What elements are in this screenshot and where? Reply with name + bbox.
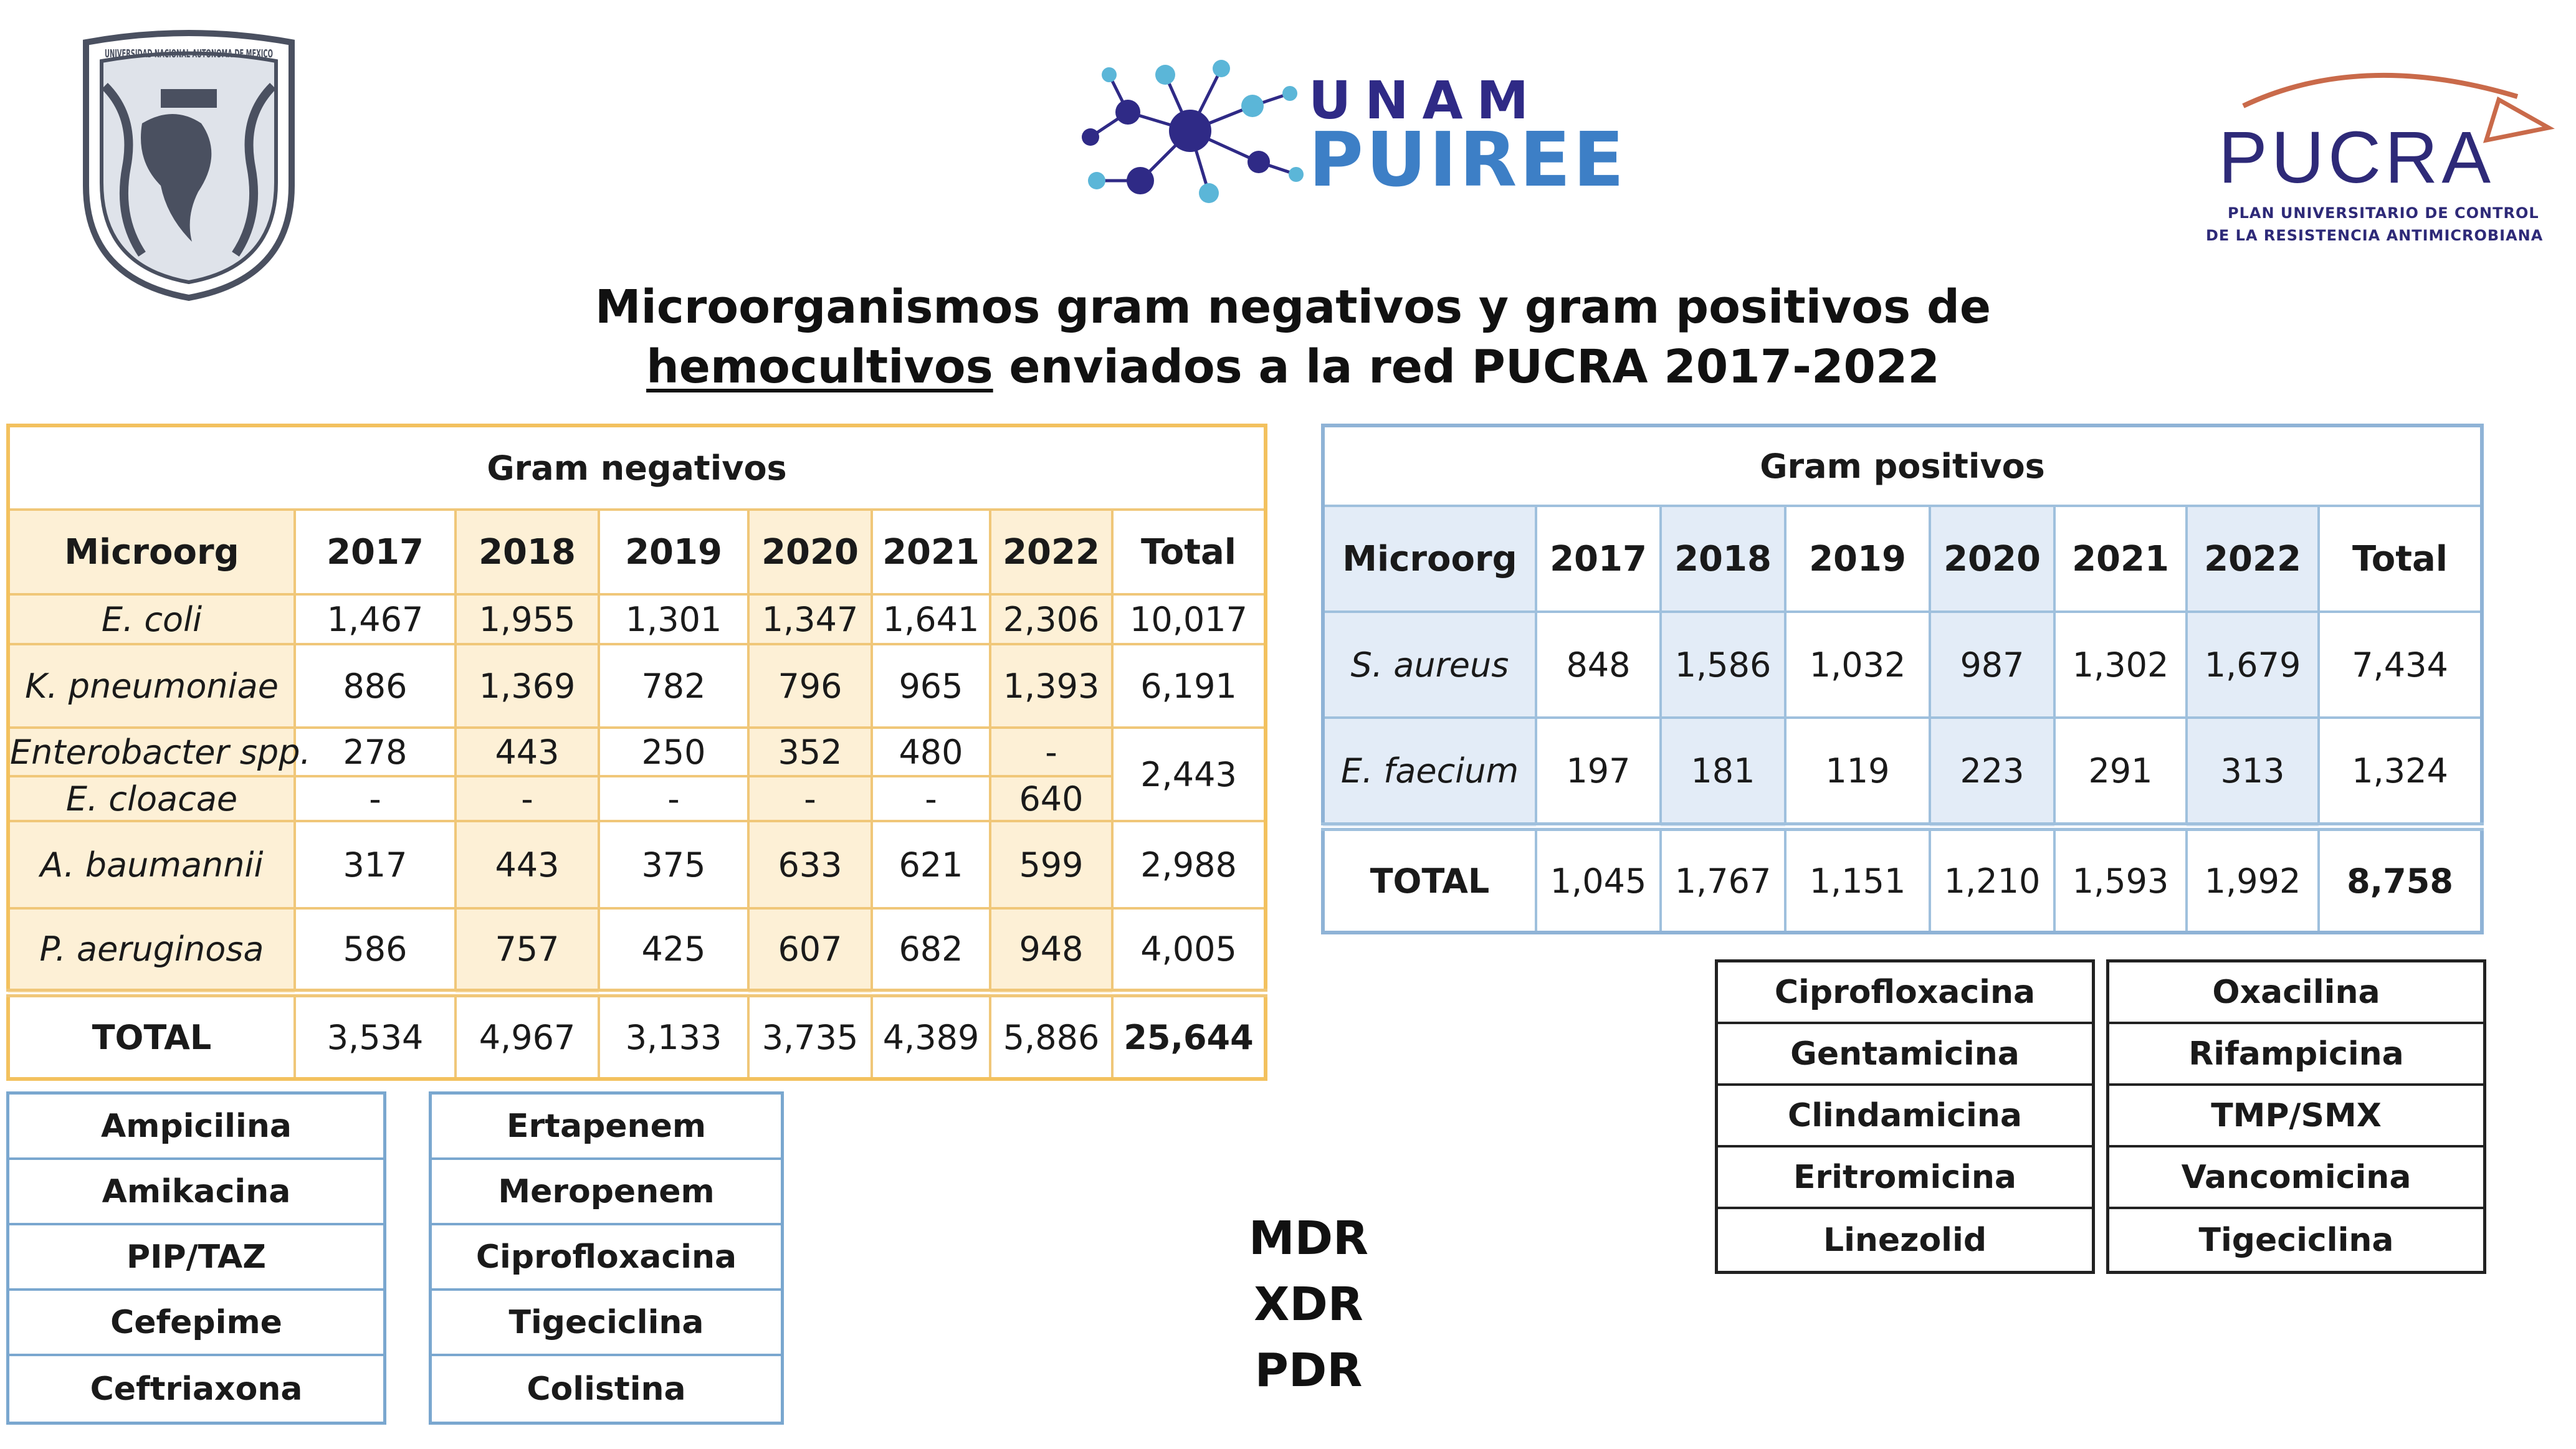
- table-cell: 2,988: [1112, 821, 1266, 908]
- column-header: 2017: [295, 510, 456, 594]
- resistance-categories: [1215, 1205, 1402, 1404]
- table-cell: 1,586: [1661, 612, 1785, 718]
- table-cell: -: [295, 776, 456, 821]
- antibiotic-item: Gentamicina: [1718, 1024, 2092, 1086]
- antibiotic-item: Meropenem: [432, 1160, 781, 1225]
- column-header: 2018: [1661, 506, 1785, 612]
- column-header: 2021: [872, 510, 990, 594]
- unam-shield-logo: [67, 30, 310, 304]
- table-cell: 425: [599, 908, 748, 993]
- organism-name: E. coli: [8, 594, 295, 644]
- antibiotic-item: Ciprofloxacina: [432, 1225, 781, 1291]
- table-cell: 278: [295, 728, 456, 776]
- table-row: [8, 644, 1266, 728]
- antibiotic-list-negative-1: [6, 1091, 386, 1425]
- antibiotic-item: PIP/TAZ: [9, 1225, 383, 1291]
- organism-name: Enterobacter spp.: [8, 728, 295, 776]
- table-cell: -: [872, 776, 990, 821]
- table-cell: 1,151: [1785, 827, 1930, 933]
- table-cell: 987: [1930, 612, 2054, 718]
- table-row: [1323, 718, 2482, 827]
- antibiotic-item: Oxacilina: [2109, 962, 2483, 1024]
- table-cell: 1,210: [1930, 827, 2054, 933]
- table-row: [8, 908, 1266, 993]
- table-cell: 1,393: [990, 644, 1112, 728]
- column-header: 2022: [990, 510, 1112, 594]
- table-cell: 3,735: [748, 993, 872, 1079]
- table-cell: 1,767: [1661, 827, 1785, 933]
- table-cell: 1,992: [2187, 827, 2319, 933]
- resistance-xdr: XDR: [1254, 1278, 1363, 1331]
- title-line2-rest: enviados a la red PUCRA 2017-2022: [993, 340, 1940, 394]
- organism-name: E. faecium: [1323, 718, 1536, 827]
- table-row: [8, 821, 1266, 908]
- unam-shield-text: UNIVERSIDAD NACIONAL AUTONOMA DE MEXICO: [105, 47, 273, 60]
- grand-total: 8,758: [2319, 827, 2482, 933]
- antibiotic-item: Cefepime: [9, 1291, 383, 1356]
- table-row: [8, 776, 1266, 821]
- table-total-row: [1323, 827, 2482, 933]
- table-cell: 1,641: [872, 594, 990, 644]
- gram-negative-caption: Gram negativos: [8, 425, 1266, 510]
- table-cell: 640: [990, 776, 1112, 821]
- table-cell: 313: [2187, 718, 2319, 827]
- column-header: 2020: [1930, 506, 2054, 612]
- table-cell: 1,045: [1536, 827, 1661, 933]
- table-cell: 4,967: [456, 993, 599, 1079]
- table-cell: 7,434: [2319, 612, 2482, 718]
- antibiotic-item: Tigeciclina: [432, 1291, 781, 1356]
- grand-total: 25,644: [1112, 993, 1266, 1079]
- antibiotic-item: Ampicilina: [9, 1095, 383, 1160]
- resistance-pdr: PDR: [1254, 1344, 1363, 1397]
- total-label: TOTAL: [8, 993, 295, 1079]
- table-cell: 480: [872, 728, 990, 776]
- table-cell: 119: [1785, 718, 1930, 827]
- table-cell: 757: [456, 908, 599, 993]
- table-cell: -: [990, 728, 1112, 776]
- table-cell: 1,679: [2187, 612, 2319, 718]
- antibiotic-item: Rifampicina: [2109, 1024, 2483, 1086]
- antibiotic-list-positive-2: [2106, 959, 2486, 1274]
- table-cell: 3,133: [599, 993, 748, 1079]
- antibiotic-list-positive-1: [1715, 959, 2095, 1274]
- resistance-mdr: MDR: [1248, 1212, 1369, 1265]
- page-title: [561, 277, 2025, 397]
- antibiotic-item: Tigeciclina: [2198, 1221, 2394, 1259]
- table-cell: 223: [1930, 718, 2054, 827]
- column-header: 2021: [2054, 506, 2187, 612]
- table-cell: 796: [748, 644, 872, 728]
- column-header: Microorg: [8, 510, 295, 594]
- antibiotic-item: Eritromicina: [1718, 1147, 2092, 1209]
- puiree-logo-line1: UNAM: [1309, 70, 1543, 131]
- network-icon: [1072, 37, 1309, 212]
- table-cell: 607: [748, 908, 872, 993]
- table-cell: 6,191: [1112, 644, 1266, 728]
- table-cell: 948: [990, 908, 1112, 993]
- table-cell: 1,302: [2054, 612, 2187, 718]
- table-row: [1323, 612, 2482, 718]
- antibiotic-item: Clindamicina: [1718, 1086, 2092, 1147]
- pucra-logo-sub2: DE LA RESISTENCIA ANTIMICROBIANA: [2206, 227, 2544, 244]
- table-cell: 633: [748, 821, 872, 908]
- table-cell: 586: [295, 908, 456, 993]
- table-cell: 250: [599, 728, 748, 776]
- table-cell: 1,593: [2054, 827, 2187, 933]
- antibiotic-item: Colistina: [527, 1370, 686, 1408]
- organism-name: K. pneumoniae: [8, 644, 295, 728]
- table-cell: 375: [599, 821, 748, 908]
- table-cell: 2,443: [1112, 728, 1266, 821]
- antibiotic-item: Ertapenem: [432, 1095, 781, 1160]
- antibiotic-item: Ciprofloxacina: [1718, 962, 2092, 1024]
- organism-name: A. baumannii: [8, 821, 295, 908]
- unam-puiree-logo: [1072, 37, 1627, 212]
- gram-negative-table: [6, 424, 1267, 1081]
- table-cell: 965: [872, 644, 990, 728]
- column-header: 2018: [456, 510, 599, 594]
- table-cell: 886: [295, 644, 456, 728]
- column-header: Total: [1112, 510, 1266, 594]
- organism-name: E. cloacae: [8, 776, 295, 821]
- table-cell: 782: [599, 644, 748, 728]
- table-cell: 599: [990, 821, 1112, 908]
- table-cell: 291: [2054, 718, 2187, 827]
- title-line1: Microorganismos gram negativos y gram positivos de: [594, 280, 1992, 334]
- table-cell: 1,347: [748, 594, 872, 644]
- gram-positive-table: [1321, 424, 2484, 934]
- antibiotic-item: Amikacina: [9, 1160, 383, 1225]
- table-cell: 3,534: [295, 993, 456, 1079]
- table-row: [8, 728, 1266, 776]
- pucra-logo-sub1: PLAN UNIVERSITARIO DE CONTROL: [2228, 204, 2539, 222]
- table-cell: 1,301: [599, 594, 748, 644]
- table-cell: 10,017: [1112, 594, 1266, 644]
- antibiotic-item: Ceftriaxona: [90, 1370, 303, 1408]
- column-header: 2019: [599, 510, 748, 594]
- table-cell: -: [748, 776, 872, 821]
- table-cell: 621: [872, 821, 990, 908]
- total-label: TOTAL: [1323, 827, 1536, 933]
- pucra-logo-word: PUCRA: [2218, 116, 2495, 199]
- table-cell: 848: [1536, 612, 1661, 718]
- column-header: 2019: [1785, 506, 1930, 612]
- organism-name: P. aeruginosa: [8, 908, 295, 993]
- table-cell: 352: [748, 728, 872, 776]
- column-header: 2022: [2187, 506, 2319, 612]
- column-header: Total: [2319, 506, 2482, 612]
- table-cell: 4,005: [1112, 908, 1266, 993]
- organism-name: S. aureus: [1323, 612, 1536, 718]
- table-cell: 5,886: [990, 993, 1112, 1079]
- puiree-logo-line2: PUIREE: [1309, 117, 1627, 204]
- table-cell: 1,369: [456, 644, 599, 728]
- table-cell: 682: [872, 908, 990, 993]
- table-cell: 181: [1661, 718, 1785, 827]
- table-cell: -: [456, 776, 599, 821]
- column-header: 2017: [1536, 506, 1661, 612]
- table-total-row: [8, 993, 1266, 1079]
- table-cell: 1,032: [1785, 612, 1930, 718]
- pucra-logo: [2206, 62, 2555, 262]
- table-cell: 1,955: [456, 594, 599, 644]
- antibiotic-item: TMP/SMX: [2109, 1086, 2483, 1147]
- title-line2: [561, 337, 2025, 397]
- column-header: Microorg: [1323, 506, 1536, 612]
- antibiotic-item: Vancomicina: [2109, 1147, 2483, 1209]
- table-cell: 1,467: [295, 594, 456, 644]
- table-cell: 443: [456, 821, 599, 908]
- table-cell: 1,324: [2319, 718, 2482, 827]
- antibiotic-list-negative-2: [429, 1091, 784, 1425]
- antibiotic-item: Linezolid: [1823, 1221, 1987, 1259]
- table-cell: 317: [295, 821, 456, 908]
- gram-positive-caption: Gram positivos: [1323, 425, 2482, 506]
- table-cell: 2,306: [990, 594, 1112, 644]
- table-row: [8, 594, 1266, 644]
- title-underlined-word: hemocultivos: [646, 340, 993, 394]
- table-cell: 4,389: [872, 993, 990, 1079]
- table-cell: 443: [456, 728, 599, 776]
- table-cell: 197: [1536, 718, 1661, 827]
- column-header: 2020: [748, 510, 872, 594]
- table-cell: -: [599, 776, 748, 821]
